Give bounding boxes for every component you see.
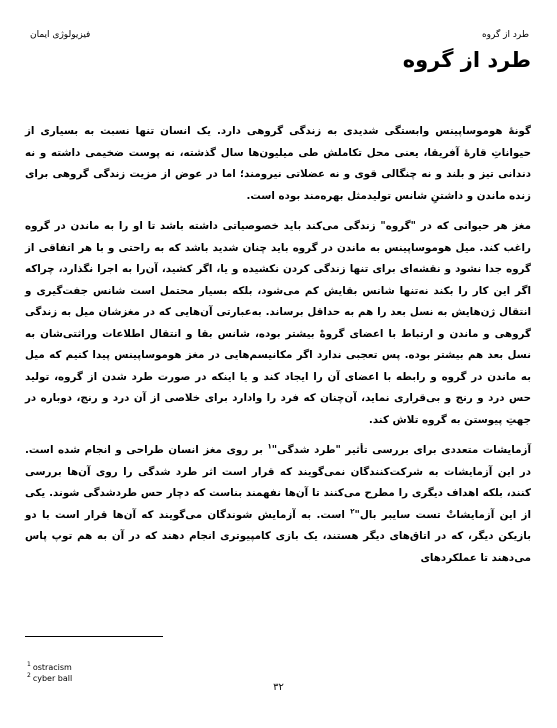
footnote-1: [27, 662, 72, 673]
running-header-book: فیزیولوژی ایمان: [30, 30, 91, 40]
chapter-title: طرد از گروه: [402, 48, 531, 72]
footnote-ref-2: ۲: [350, 507, 355, 516]
footnote-1-number: 1: [27, 661, 31, 669]
paragraph-3-text: آزمایشات متعددی برای بررسی تأثیر "طرد شدگی"$^۱$ بر روی مغز انسان طراحی و انجام شده است. در این آزمایشات به شرکت‌کنندگان نمی‌گویند که قرار است اثر طرد شدگی را روی آن‌ها بررسی کنند، بلکه اهداف دیگری را مطرح می‌کنند تا آن‌ها نفهمند بناست که دچار حس طردشدگی شوند. یکی از این آزمایشاتْ تست سایبر بال"$^۲$ است. به آزمایش شوندگان می‌گویند که آن‌ها قرار است با دو بازیکن دیگر، که در اتاق‌های دیگر هستند، یک بازی کامپیوتری انجام دهند که در آن به هم توپ پاس می‌دهند تا عملکردهای: [25, 442, 531, 564]
footnote-2-number: 2: [27, 672, 31, 680]
footnote-2-text: cyber ball: [32, 674, 73, 683]
footnote-divider: [25, 636, 163, 637]
footnote-1-text: ostracism: [32, 663, 72, 672]
footnotes: [27, 662, 72, 684]
body-text: [25, 121, 531, 578]
page-number: ۳۲: [273, 682, 284, 693]
paragraph-2: مغز هر حیوانی که در "گروه" زندگی می‌کند باید خصوصیاتی داشته باشد تا او را به ماندن در گروه راغب کند. میل هوموساپینس به ماندن در گروه باید چنان شدید باشد که به راحتی و با هر اتفاقی از گروه جدا نشود و نقشه‌ای برای تنها زندگی کردن نکشیده و یا، اگر کشید، آن‌را به اجرا نگذارد، چراکه اگر این کار را بکند نه‌تنها شانس بقایش کم می‌شود، بلکه بسیار محتمل است شانس جفت‌گیری و انتقال ژن‌هایش به نسل بعد را هم به حداقل برساند. به‌عبارتی آن‌هایی که در مغزشان میل به زندگی گروهی و ماندن و ارتباط با اعضای گروهْ بیشتر بوده، شانس بقا و انتقال اطلاعات وراثتی‌شان به نسل بعد هم بیشتر بوده. پس تعجبی ندارد اگر مکانیسم‌هایی در مغز هوموساپینس پیدا کنیم که میل به ماندن در گروه و رابطه با اعضای آن را ایجاد کند و یا اینکه در صورت طرد شدن از گروه، تولید حس درد و رنج و بی‌قراری نماید، آن‌چنان که فرد را وادارد برای خلاصی از آن درد و رنج، دوباره در جهتِ پیوستن به گروه تلاش کند.: [25, 220, 531, 426]
paragraph-3: [25, 440, 531, 569]
footnote-ref-1: ۱: [267, 442, 272, 451]
running-header-section: طرد از گروه: [481, 30, 529, 40]
paragraph-1: گونۀ هوموساپینس وابستگی شدیدی به زندگی گروهی دارد. یک انسان تنها نسبت به بسیاری از حیواناتِ قارۀ آفریقا، یعنی محل تکاملش طی میلیون‌ها سال گذشته، نه پوست ضخیمی داشته و نه دندانی تیز و بلند و نه چنگالی قوی و نه عضلاتی نیرومند؛ اما در عوض از مزیت زندگی گروهی برای زنده ماندن و داشتنِ شانس تولیدمثل بهره‌مند بوده است.: [25, 125, 531, 202]
